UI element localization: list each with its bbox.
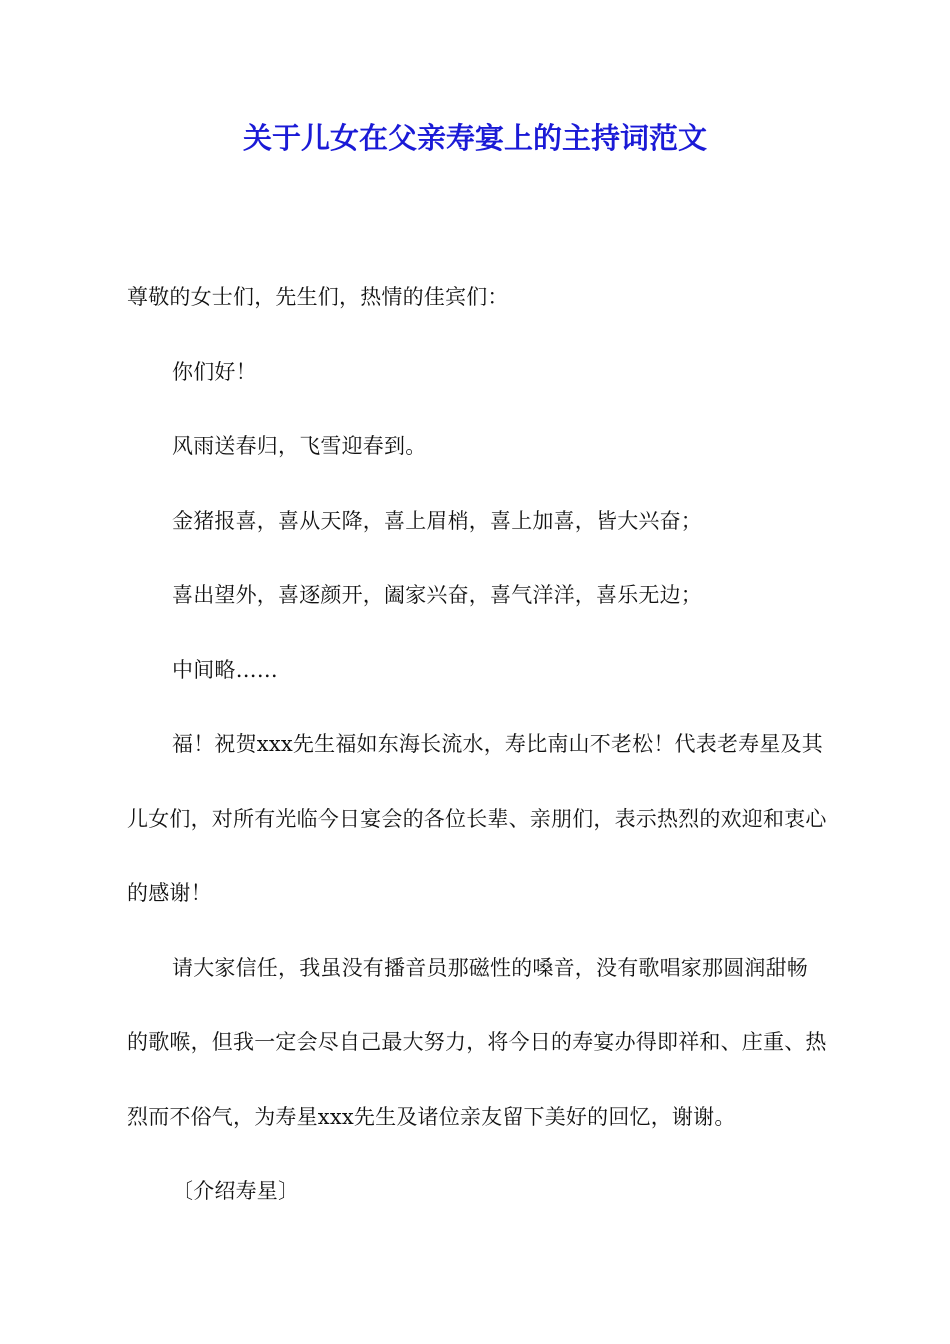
paragraph-spring: 风雨送春归，飞雪迎春到。 [172,434,427,458]
paragraph-blessing: 福！祝贺xxx先生福如东海长流水，寿比南山不老松！代表老寿星及其儿女们，对所有光临今日宴会的各位长辈、亲朋们，表示热烈的欢迎和衷心的感谢！ [127,732,827,905]
paragraph-hello: 你们好！ [172,359,257,384]
paragraph-introduce: 〔介绍寿星〕 [172,1179,300,1203]
paragraph-omitted: 中间略…… [172,657,278,682]
paragraph-joy: 喜出望外，喜逐颜开，阖家兴奋，喜气洋洋，喜乐无边； [172,583,702,607]
paragraph-greeting: 尊敬的女士们，先生们，热情的佳宾们： [127,285,509,309]
paragraph-trust: 请大家信任，我虽没有播音员那磁性的嗓音，没有歌唱家那圆润甜畅的歌喉，但我一定会尽自己最大努力，将今日的寿宴办得即祥和、庄重、热烈而不俗气，为寿星xxx先生及诸位亲友留下美好的回忆，谢谢。 [127,955,827,1129]
document-body [127,260,827,1229]
paragraph-golden-pig: 金猪报喜，喜从天降，喜上眉梢，喜上加喜，皆大兴奋； [172,508,702,533]
document-title: 关于儿女在父亲寿宴上的主持词范文 [242,121,707,155]
